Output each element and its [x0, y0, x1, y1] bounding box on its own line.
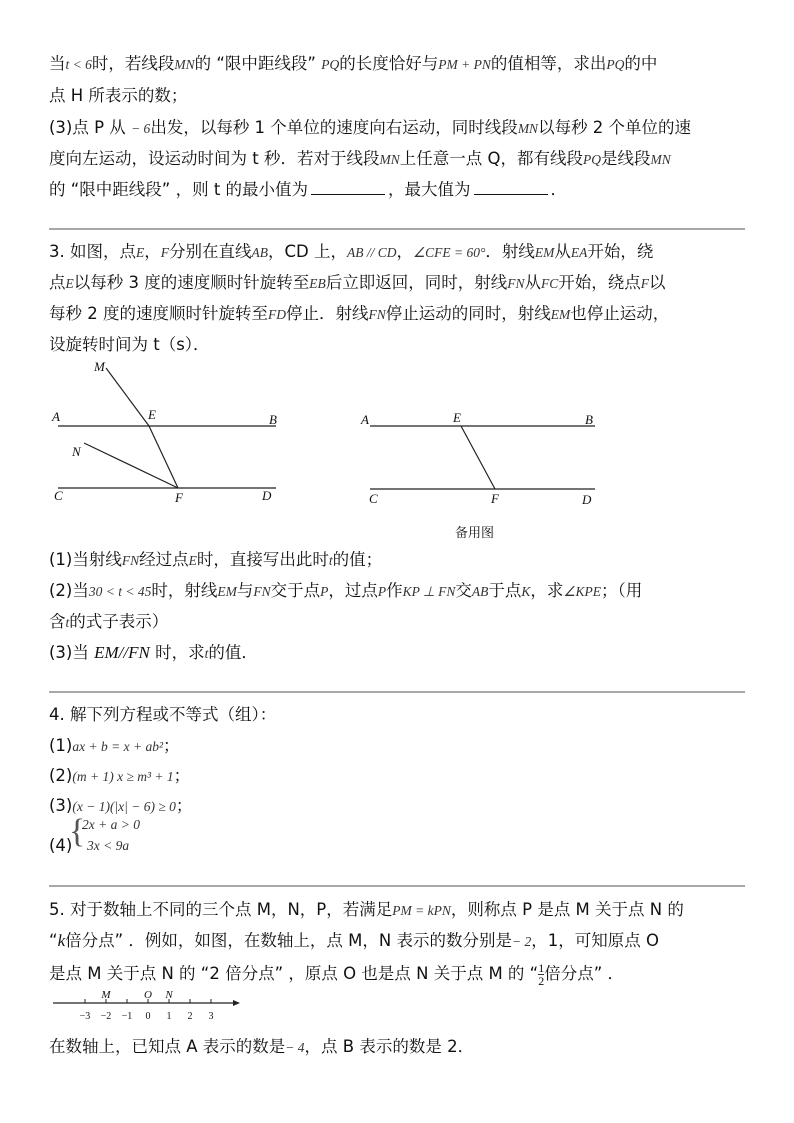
ray-em — [106, 368, 149, 426]
label-b: B — [585, 412, 593, 427]
q5-line-3: 是点 M 关于点 N 的 “2 倍分点” ，原点 O 也是点 N 关于点 M 的 “ $\frac{1}{2}$ 倍分点” ． — [49, 961, 625, 988]
ray-fn — [84, 443, 178, 488]
label-c: C — [369, 491, 378, 506]
answer-blank-max[interactable] — [474, 178, 548, 195]
q4-part2: (2)(m + 1) x ≥ m³ + 1； — [49, 766, 191, 785]
label-e: E — [148, 407, 156, 422]
q3-line-1: 3. 如图，点E，F分别在直线AB，CD 上，AB // CD，∠CFE = 60°．射线EM从EA开始，绕 — [49, 242, 654, 261]
q2-line-1: 当t < 6时，若线段MN的 “限中距线段” PQ的长度恰好与PM + PN的值相等，求出PQ的中 — [49, 54, 658, 73]
fraction-one-half: $\frac{1}{2}$ — [538, 961, 545, 988]
system-eq-2: 3x < 9a — [87, 838, 130, 853]
label-f: F — [175, 490, 183, 505]
q2-part3-line-2: 度向左运动，设运动时间为 t 秒．若对于线段MN上任意一点 Q，都有线段PQ是线段MN — [49, 149, 671, 168]
axis-arrow-icon — [233, 1000, 240, 1006]
q3-line-2: 点E以每秒 3 度的速度顺时针旋转至EB后立即返回，同时，射线FN从FC开始，绕点F以 — [49, 273, 666, 292]
point-label-m: M — [101, 989, 111, 1001]
label-a: A — [361, 412, 369, 427]
tick-label: 3 — [208, 1011, 214, 1022]
q3-part1: (1)当射线FN经过点E时，直接写出此时t的值； — [49, 550, 383, 569]
segment-ef — [461, 426, 495, 489]
label-a: A — [52, 409, 60, 424]
tick-label: −1 — [121, 1011, 133, 1022]
q4-title: 4. 解下列方程或不等式（组）： — [49, 705, 277, 724]
label-n: N — [72, 444, 81, 459]
label-e: E — [453, 410, 461, 425]
q2-line-2: 点 H 所表示的数； — [49, 86, 188, 105]
q4-part1: (1)ax + b = x + ab²； — [49, 736, 180, 755]
divider — [49, 691, 745, 693]
tick-label: 2 — [187, 1011, 193, 1022]
q3-figure-main — [40, 355, 290, 510]
tick-label: −3 — [79, 1011, 91, 1022]
tick-label: 0 — [145, 1011, 151, 1022]
system-brace: { — [69, 813, 86, 850]
system-eq-1: 2x + a > 0 — [82, 817, 140, 832]
q5-line-4: 在数轴上，已知点 A 表示的数是− 4，点 B 表示的数是 2． — [49, 1037, 475, 1056]
q3-line-3: 每秒 2 度的速度顺时针旋转至FD停止．射线FN停止运动的同时，射线EM也停止运动， — [49, 304, 670, 323]
q3-part2-cont: 含t的式子表示） — [49, 612, 169, 631]
q3-part2: (2)当30 < t < 45时，射线EM与FN交于点P，过点P作KP ⊥ FN交AB于点K，求∠KPE；（用 — [49, 581, 643, 600]
divider — [49, 228, 745, 230]
q4-part4-label: (4) — [49, 836, 73, 855]
point-label-n: N — [165, 989, 173, 1001]
label-c: C — [54, 488, 63, 503]
tick-label: 1 — [166, 1011, 172, 1022]
q3-part3: (3)当 EM//FN 时，求t的值． — [49, 643, 258, 662]
tick-label: −2 — [100, 1011, 112, 1022]
backup-figure-caption: 备用图 — [455, 526, 495, 541]
q2-part3-line-1: (3)点 P 从 − 6出发，以每秒 1 个单位的速度向右运动，同时线段MN以每秒 2 个单位的速 — [49, 118, 692, 137]
q4-part3: (3)(x − 1)(|x| − 6) ≥ 0； — [49, 796, 193, 815]
label-m: M — [94, 359, 105, 374]
label-b: B — [269, 412, 277, 427]
q5-line-2: “k倍分点” ．例如，如图，在数轴上，点 M，N 表示的数分别是− 2，1，可知原点 O — [49, 931, 659, 950]
label-d: D — [582, 492, 592, 507]
number-line — [50, 988, 240, 1026]
point-label-o: O — [144, 989, 152, 1001]
segment-ef — [149, 426, 178, 488]
q5-line-1: 5. 对于数轴上不同的三个点 M，N，P，若满足PM = kPN，则称点 P 是点 M 关于点 N 的 — [49, 900, 684, 919]
q3-figure-backup — [355, 400, 605, 512]
label-d: D — [262, 488, 272, 503]
divider — [49, 885, 745, 887]
q3-line-4: 设旋转时间为 t（s）． — [49, 335, 210, 354]
q2-part3-line-3: 的 “限中距线段” ，则 t 的最小值为 ，最大值为 ． — [49, 180, 568, 199]
label-f: F — [491, 491, 499, 506]
answer-blank-min[interactable] — [311, 178, 385, 195]
